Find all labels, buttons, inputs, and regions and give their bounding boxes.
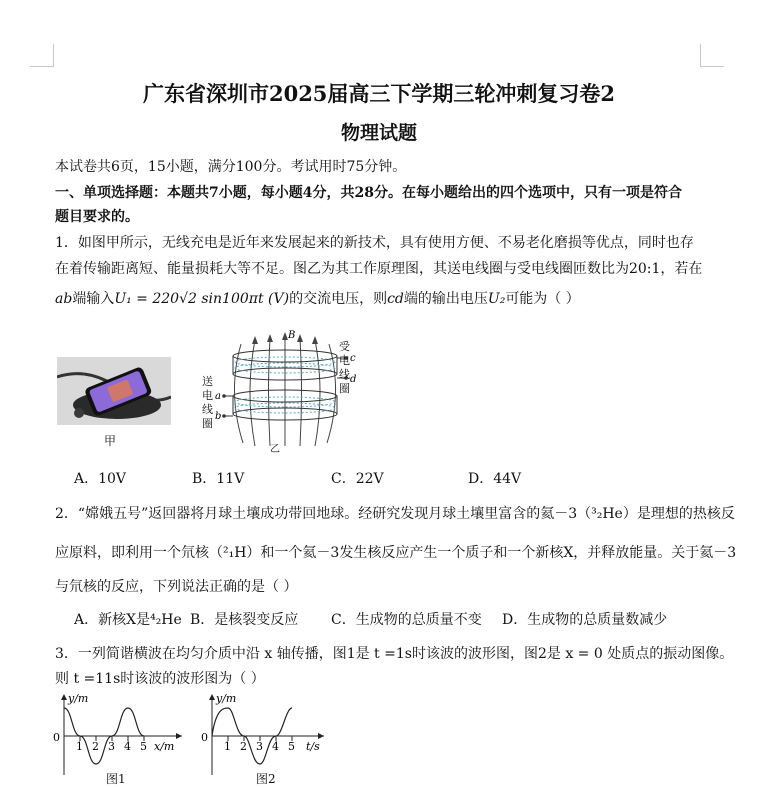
crop-mark xyxy=(30,66,54,67)
fig1-tick-2: 2 xyxy=(92,740,99,753)
q1-text-line1: 1．如图甲所示，无线充电是近年来发展起来的新技术，具有使用方便、不易老化磨损等优点，同时也存 xyxy=(55,235,694,251)
fig2-ylabel: y/m xyxy=(216,692,237,705)
q1-option-d[interactable]: D．44V xyxy=(468,471,522,487)
fig-yi-caption: 乙 xyxy=(270,444,280,455)
fig1-tick-3: 3 xyxy=(108,740,115,753)
q1-formula: U₁ = 220√2 sin100πt (V) xyxy=(114,291,290,307)
section-heading: 一、单项选择题：本题共7小题，每小题4分，共28分。在每小题给出的四个选项中，只有一项是符合 xyxy=(55,185,682,201)
crop-mark xyxy=(53,44,54,66)
fig1-origin: 0 xyxy=(53,731,60,744)
coil-diagram xyxy=(195,328,360,453)
q1-text-line2: 在着传输距离短、能量损耗大等不足。图乙为其工作原理图，其送电线圈与受电线圈匝数比为20:1，若在 xyxy=(55,261,703,277)
q1-cd: cd xyxy=(387,291,404,307)
fig2-tick-3: 3 xyxy=(256,740,263,753)
fig2-origin: 0 xyxy=(201,731,208,744)
subject-title: 物理试题 xyxy=(340,122,417,144)
q3-text-line2: 则 t =11s时该波的波形图为（ ） xyxy=(55,671,265,687)
q2-option-c[interactable]: C．生成物的总质量不变 xyxy=(331,612,482,628)
fig2-xlabel: t/s xyxy=(306,740,320,753)
q1-option-b[interactable]: B．11V xyxy=(192,471,245,487)
fig1-caption: 图1 xyxy=(106,772,126,786)
q2-option-b[interactable]: B．是核裂变反应 xyxy=(190,612,299,628)
terminal-a: a xyxy=(215,391,221,402)
crop-mark xyxy=(700,66,724,67)
q2-text-line3: 与氘核的反应，下列说法正确的是（ ） xyxy=(55,579,298,595)
receiving-coil-label: 受电线圈 xyxy=(339,340,350,395)
fig2-tick-4: 4 xyxy=(272,740,279,753)
fig2-tick-2: 2 xyxy=(240,740,247,753)
q2-text-line1: 2．“嫦娥五号”返回器将月球土壤成功带回地球。经研究发现月球土壤里富含的氦－3（³₂He）是理想的热核反 xyxy=(55,506,735,522)
q1-option-a[interactable]: A．10V xyxy=(74,471,127,487)
q1-text-a: 端输入 xyxy=(72,291,115,307)
terminal-b: b xyxy=(215,411,222,422)
q1-u2: U₂ xyxy=(487,291,506,307)
field-b-label: B xyxy=(288,330,296,341)
exam-intro: 本试卷共6页，15小题，满分100分。考试用时75分钟。 xyxy=(55,159,407,175)
fig1-ylabel: y/m xyxy=(68,692,89,705)
fig1-tick-1: 1 xyxy=(76,740,83,753)
q1-text-d: 可能为（ ） xyxy=(505,291,580,307)
fig1-xlabel: x/m xyxy=(154,740,175,753)
section-heading-cont: 题目要求的。 xyxy=(55,209,139,225)
fig-jia-caption: 甲 xyxy=(104,434,117,448)
terminal-d: d xyxy=(350,374,357,385)
q1-text-b: 的交流电压，则 xyxy=(289,291,388,307)
crop-mark xyxy=(700,44,701,66)
fig2-tick-5: 5 xyxy=(288,740,295,753)
fig1-tick-5: 5 xyxy=(140,740,147,753)
q2-text-line2: 应原料，即利用一个氘核（²₁H）和一个氦－3发生核反应产生一个质子和一个新核X，并释放能量。关于氦－3 xyxy=(55,545,737,561)
fig2-tick-1: 1 xyxy=(224,740,231,753)
terminal-c: c xyxy=(350,353,356,364)
q3-text-line1: 3．一列简谐横波在均匀介质中沿 x 轴传播，图1是 t =1s时该波的波形图，图2是 x = 0 处质点的振动图像。 xyxy=(55,646,734,662)
q1-ab: ab xyxy=(55,291,73,307)
q2-option-d[interactable]: D．生成物的总质量数减少 xyxy=(502,612,668,628)
charger-photo xyxy=(57,357,171,425)
sending-coil-label: 送电线圈 xyxy=(202,375,213,430)
q1-option-c[interactable]: C．22V xyxy=(331,471,384,487)
q1-text-line3 xyxy=(55,288,580,308)
fig1-tick-4: 4 xyxy=(124,740,131,753)
fig2-caption: 图2 xyxy=(256,772,276,786)
page-title: 广东省深圳市2025届高三下学期三轮冲刺复习卷2 xyxy=(142,81,616,106)
q1-text-c: 端的输出电压 xyxy=(403,291,488,307)
q2-option-a[interactable]: A．新核X是⁴₂He xyxy=(74,612,182,628)
